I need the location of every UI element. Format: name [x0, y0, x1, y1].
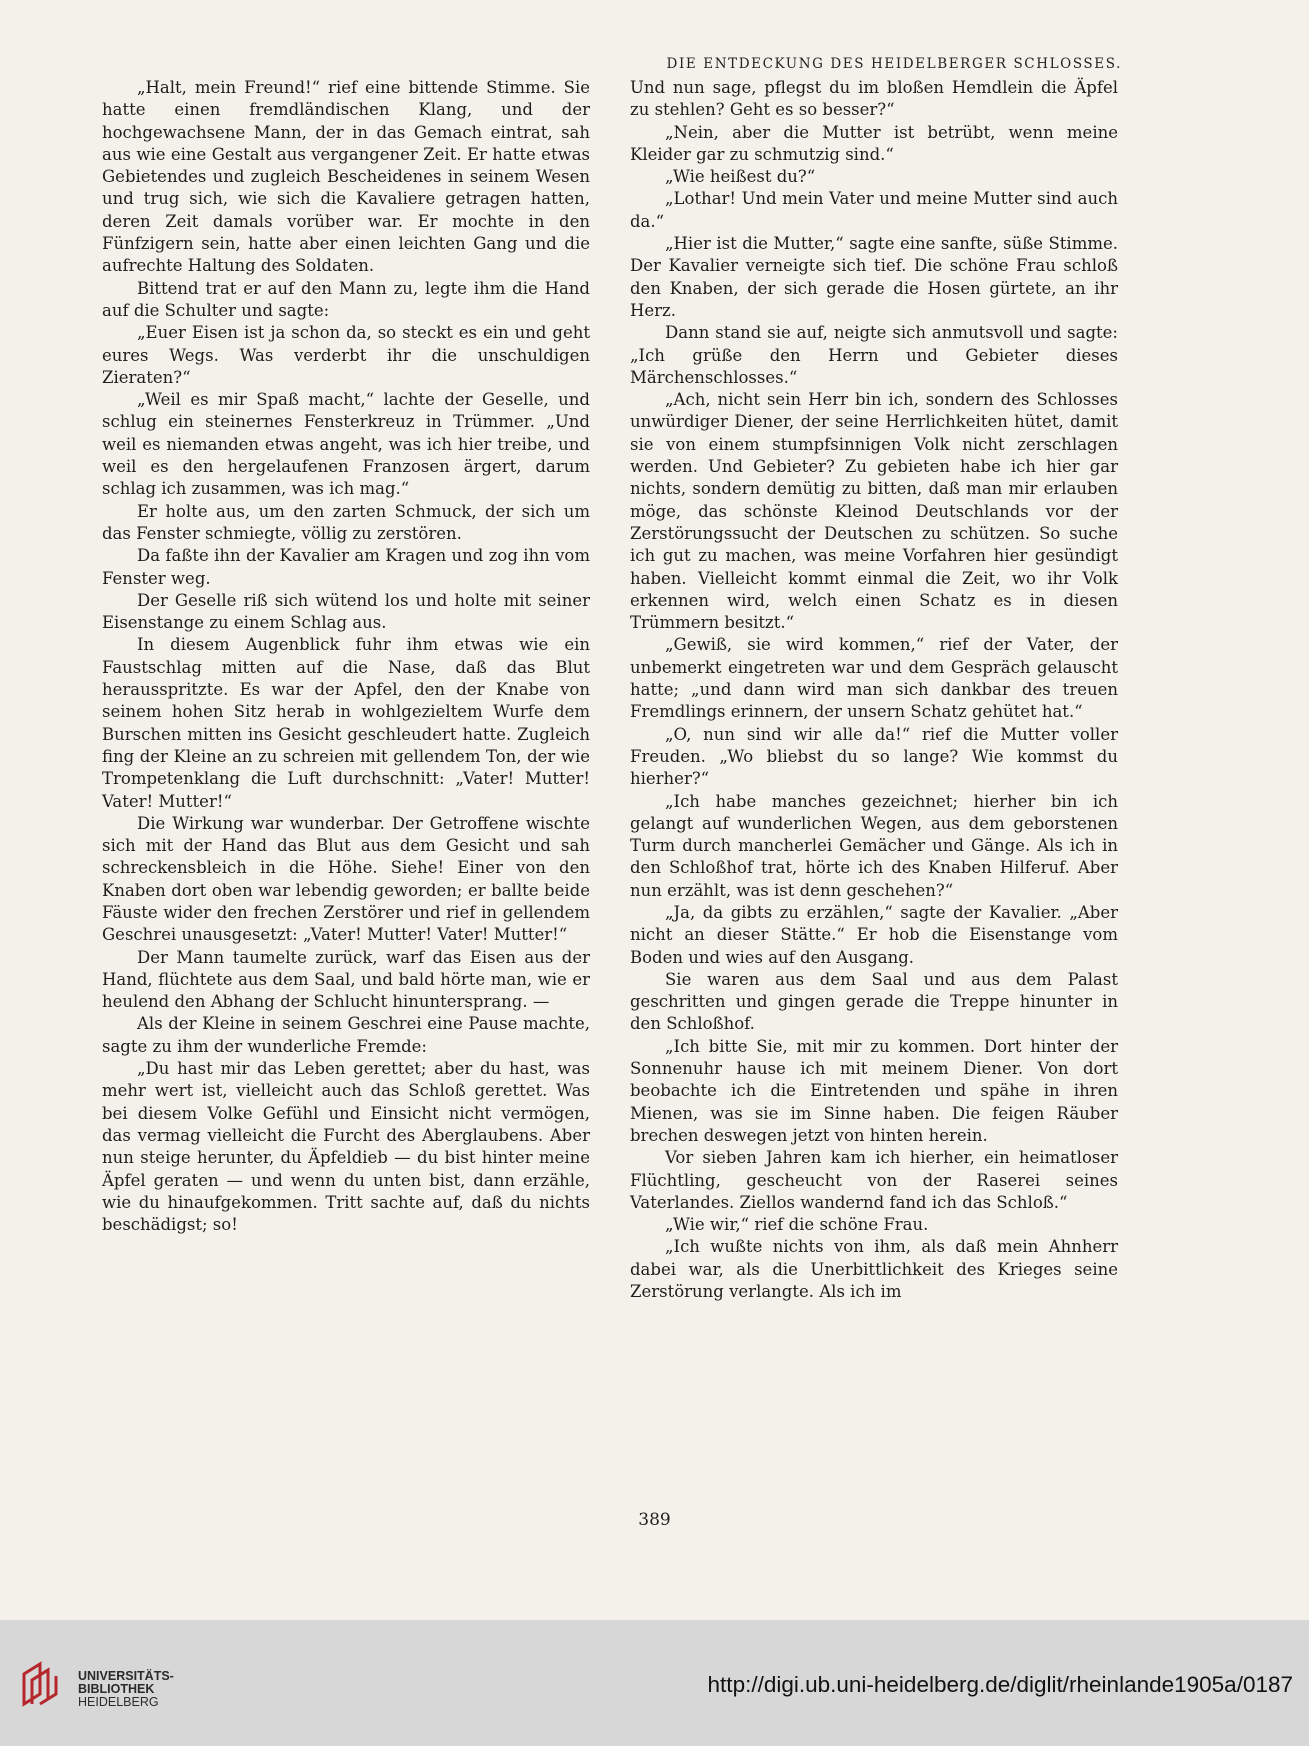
library-logo-icon[interactable] — [18, 1660, 70, 1708]
paragraph: „Lothar! Und mein Vater und meine Mutter sind auch da.“ — [630, 189, 1118, 231]
paragraph: Er holte aus, um den zarten Schmuck, der sich um das Fenster schmiegte, völlig zu zerstören. — [102, 501, 590, 543]
paragraph: „Ich bitte Sie, mit mir zu kommen. Dort hinter der Sonnenuhr hause ich mit meinem Diener. Von dort beobachte ich die Eintretenden und spähe in ihren Mienen, was sie im Sinne haben. Die feigen Räuber brechen deswegen jetzt von hinten herein. — [630, 1036, 1118, 1145]
library-name — [78, 1670, 174, 1709]
paragraph: „Nein, aber die Mutter ist betrübt, wenn meine Kleider gar zu schmutzig sind.“ — [630, 122, 1118, 164]
paragraph: Die Wirkung war wunderbar. Der Getroffene wischte sich mit der Hand das Blut aus dem Gesicht und sah schreckensbleich in die Höhe. Siehe! Einer von den Knaben dort oben war lebendig geworden; er ballte beide Fäuste wider den frechen Zerstörer und rief in gellendem Geschrei unausgesetzt: „Vater! Mutter! Vater! Mutter!“ — [102, 813, 590, 945]
paragraph: „Hier ist die Mutter,“ sagte eine sanfte, süße Stimme. Der Kavalier verneigte sich tief. Die schöne Frau schloß den Knaben, der sich gerade die Hosen gürtete, an ihr Herz. — [630, 234, 1118, 320]
paragraph: „Wie heißest du?“ — [665, 167, 816, 187]
paragraph: Als der Kleine in seinem Geschrei eine Pause machte, sagte zu ihm der wunderliche Fremde: — [102, 1014, 590, 1056]
footer-bar — [0, 1620, 1309, 1746]
left-column — [102, 77, 590, 1236]
paragraph: „Euer Eisen ist ja schon da, so steckt es ein und geht eures Wegs. Was verderbt ihr die unschuldigen Zieraten?“ — [102, 323, 590, 387]
paragraph: In diesem Augenblick fuhr ihm etwas wie ein Faustschlag mitten auf die Nase, daß das Blut herausspritzte. Es war der Apfel, den der Knabe von seinem hohen Sitz herab in wohlgezieltem Wurfe dem Burschen mitten ins Gesicht geschleudert hatte. Zugleich fing der Kleine an zu schreien mit gellendem Ton, der wie Trompetenklang die Luft durchschnitt: „Vater! Mutter! Vater! Mutter!“ — [102, 635, 590, 811]
paragraph: „Wie wir,“ rief die schöne Frau. — [665, 1215, 929, 1235]
paragraph: Der Mann taumelte zurück, warf das Eisen aus der Hand, flüchtete aus dem Saal, und bald hörte man, wie er heulend den Abhang der Schlucht hinuntersprang. — — [102, 947, 590, 1012]
source-url-link[interactable]: http://digi.ub.uni-heidelberg.de/diglit/rheinlande1905a/0187 — [707, 1672, 1293, 1697]
paragraph: Bittend trat er auf den Mann zu, legte ihm die Hand auf die Schulter und sagte: — [102, 278, 590, 320]
library-line: BIBLIOTHEK — [78, 1682, 155, 1696]
paragraph: „Gewiß, sie wird kommen,“ rief der Vater, der unbemerkt eingetreten war und dem Gespräch gelauscht hatte; „und dann wird man sich dankbar des treuen Fremdlings erinnern, der unsern Schatz gehütet hat.“ — [630, 635, 1118, 722]
paragraph: „O, nun sind wir alle da!“ rief die Mutter voller Freuden. „Wo bliebst du so lange? Wie kommst du hierher?“ — [630, 724, 1118, 789]
running-title: DIE ENTDECKUNG DES HEIDELBERGER SCHLOSSES. — [666, 56, 1122, 72]
paragraph: Dann stand sie auf, neigte sich anmutsvoll und sagte: „Ich grüße den Herrn und Gebieter dieses Märchenschlosses.“ — [630, 323, 1118, 387]
paragraph: Und nun sage, pflegst du im bloßen Hemdlein die Äpfel zu stehlen? Geht es so besser?“ — [630, 78, 1118, 120]
paragraph: „Ja, da gibts zu erzählen,“ sagte der Kavalier. „Aber nicht an dieser Stätte.“ Er hob die Eisenstange vom Boden und wies auf den Ausgang. — [630, 902, 1118, 967]
paragraph: „Du hast mir das Leben gerettet; aber du hast, was mehr wert ist, vielleicht auch das Schloß gerettet. Was bei diesem Volke Gefühl und Einsicht nicht vermögen, das vermag vielleicht die Furcht des Aberglaubens. Aber nun steige herunter, du Äpfeldieb — du bist hinter meine Äpfel geraten — und wenn du unten bist, dann erzähle, wie du hinaufgekommen. Tritt sachte auf, daß du nichts beschädigst; so! — [102, 1059, 590, 1235]
library-line: HEIDELBERG — [78, 1695, 159, 1709]
paragraph: „Halt, mein Freund!“ rief eine bittende Stimme. Sie hatte einen fremdländischen Klang, und der hochgewachsene Mann, der in das Gemach eintrat, sah aus wie eine Gestalt aus vergangener Zeit. Er hatte etwas Gebietendes und zugleich Bescheidenes in seinem Wesen und trug sich, wie sich die Kavaliere getragen hatten, deren Zeit damals vorüber war. Er mochte in den Fünfzigern sein, hatte aber einen leichten Gang und die aufrechte Haltung des Soldaten. — [102, 78, 590, 276]
paragraph: „Weil es mir Spaß macht,“ lachte der Geselle, und schlug ein steinernes Fensterkreuz in Trümmer. „Und weil es niemanden etwas angeht, was ich hier treibe, und weil es den hergelaufenen Franzosen ärgert, darum schlag ich zusammen, was ich mag.“ — [102, 390, 590, 499]
paragraph: „Ich habe manches gezeichnet; hierher bin ich gelangt auf wunderlichen Wegen, aus dem geborstenen Turm durch mancherlei Gemächer und Gänge. Als ich in den Schloßhof trat, hörte ich des Knaben Hilferuf. Aber nun erzählt, was ist denn geschehen?“ — [630, 791, 1118, 900]
paragraph: Da faßte ihn der Kavalier am Kragen und zog ihn vom Fenster weg. — [102, 546, 590, 588]
paragraph: „Ich wußte nichts von ihm, als daß mein Ahnherr dabei war, als die Unerbittlichkeit des Krieges seine Zerstörung verlangte. Als ich im — [630, 1237, 1118, 1302]
paragraph: Der Geselle riß sich wütend los und holte mit seiner Eisenstange zu einem Schlag aus. — [102, 590, 590, 633]
paragraph: Vor sieben Jahren kam ich hierher, ein heimatloser Flüchtling, gescheucht von der Raserei seines Vaterlandes. Ziellos wandernd fand ich das Schloß.“ — [630, 1148, 1118, 1212]
paragraph: „Ach, nicht sein Herr bin ich, sondern des Schlosses unwürdiger Diener, der seine Herrlichkeiten hütet, damit sie von einem stumpfsinnigen Volk nicht zerschlagen werden. Und Gebieter? Zu gebieten habe ich hier gar nichts, sondern demütig zu bitten, daß man mir erlauben möge, das schönste Kleinod Deutschlands vor der Zerstörungssucht der Deutschen zu schützen. So suche ich gut zu machen, was meine Vorfahren hier gesündigt haben. Vielleicht kommt einmal die Zeit, wo ihr Volk erkennen wird, welch einen Schatz es in diesen Trümmern besitzt.“ — [630, 390, 1118, 633]
page-number: 389 — [638, 1510, 671, 1530]
paragraph: Sie waren aus dem Saal und aus dem Palast geschritten und gingen gerade die Treppe hinunter in den Schloßhof. — [630, 969, 1118, 1034]
right-column — [630, 77, 1118, 1303]
library-line: UNIVERSITÄTS- — [78, 1669, 174, 1683]
